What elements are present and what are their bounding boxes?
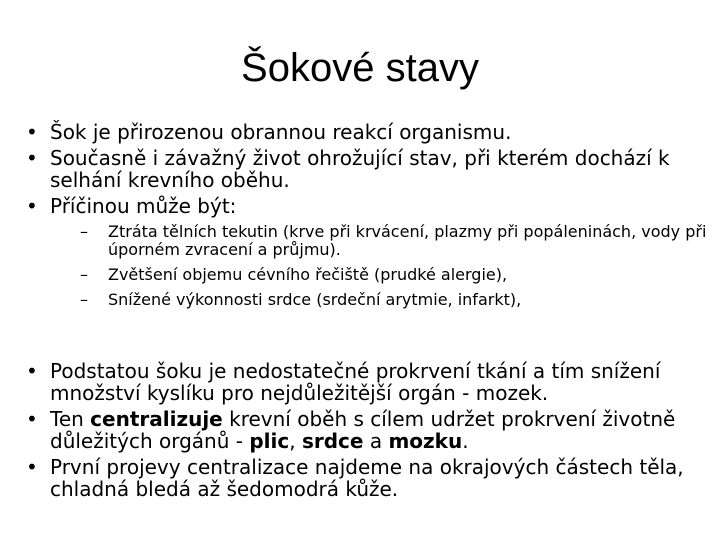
slide-title: Šokové stavy xyxy=(241,46,479,90)
bullet-item xyxy=(22,456,712,500)
bullet-item xyxy=(22,195,712,309)
bold-term-srdce: srdce xyxy=(301,429,364,453)
dash-marker: – xyxy=(80,222,88,241)
bullet-marker: • xyxy=(26,146,38,170)
text-run: . xyxy=(462,429,469,453)
bullet-item xyxy=(22,360,712,404)
bullet-item xyxy=(22,121,712,143)
bullet-list-bottom xyxy=(22,360,712,504)
bullet-marker: • xyxy=(26,120,38,144)
bullet-item xyxy=(22,408,712,452)
text-run: krevní oběh s cílem udržet prokrvení životně důležitých orgánů - xyxy=(50,407,676,453)
sub-list-causes xyxy=(80,223,712,309)
bullet-text: Současně i závažný život ohrožující stav, při kterém dochází k selhání krevního oběhu. xyxy=(50,146,670,192)
text-run: , xyxy=(289,429,302,453)
bullet-item xyxy=(22,147,712,191)
bold-term-centralizuje: centralizuje xyxy=(90,407,223,431)
sub-item xyxy=(80,223,712,259)
sub-item xyxy=(80,266,712,284)
dash-marker: – xyxy=(80,265,88,284)
bold-term-plic: plic xyxy=(249,429,290,453)
bullet-text: Šok je přirozenou obrannou reakcí organismu. xyxy=(50,120,512,144)
sub-item-text: Ztráta tělních tekutin (krve při krvácení, plazmy při popáleninách, vody při úporném zvracení a průjmu). xyxy=(108,222,707,259)
sub-item-text: Snížené výkonnosti srdce (srdeční arytmie, infarkt), xyxy=(108,290,522,309)
bullet-text: Příčinou může být: xyxy=(50,194,237,218)
bullet-text: Podstatou šoku je nedostatečné prokrvení tkání a tím snížení množství kyslíku pro nejdůležitější orgán - mozek. xyxy=(50,359,661,405)
bold-term-mozku: mozku xyxy=(388,429,463,453)
bullet-marker: • xyxy=(26,194,38,218)
bullet-marker: • xyxy=(26,407,38,431)
bullet-marker: • xyxy=(26,359,38,383)
text-run: Ten xyxy=(50,407,91,431)
text-run: a xyxy=(363,429,389,453)
bullet-marker: • xyxy=(26,455,38,479)
dash-marker: – xyxy=(80,290,88,309)
sub-item-text: Zvětšení objemu cévního řečiště (prudké alergie), xyxy=(108,265,508,284)
bullet-list-top xyxy=(22,121,712,316)
bullet-text xyxy=(50,407,675,453)
bullet-text: První projevy centralizace najdeme na okrajových částech těla, chladná bledá až šedomodrá kůže. xyxy=(50,455,684,501)
sub-item xyxy=(80,291,712,309)
